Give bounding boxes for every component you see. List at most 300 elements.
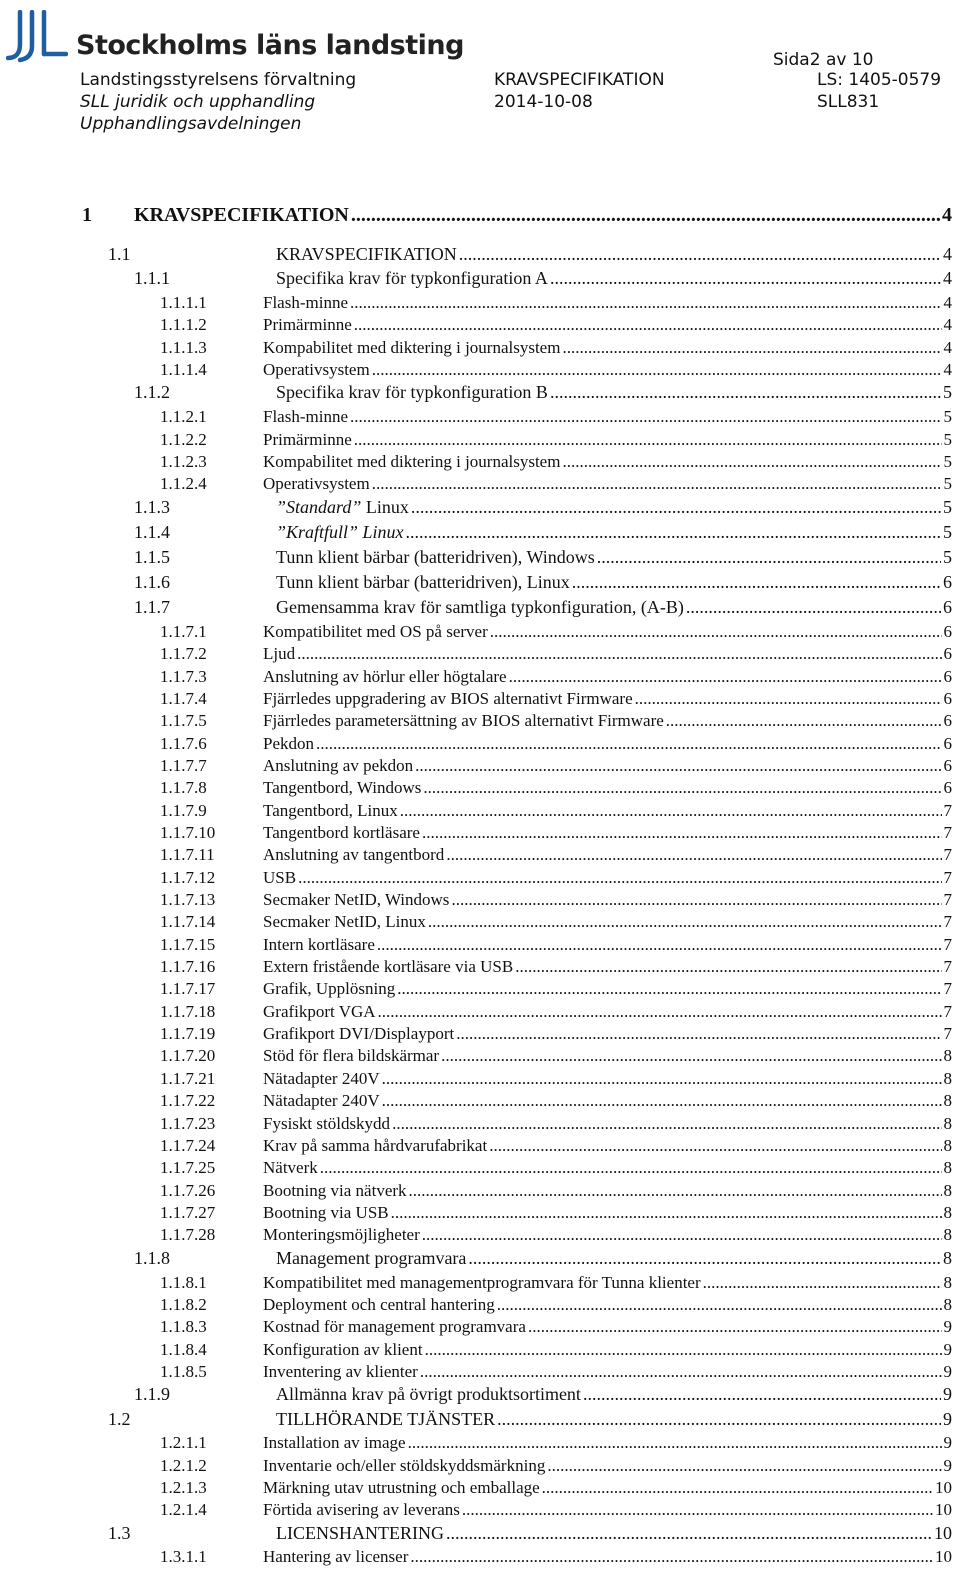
toc-entry-title: Operativsystem: [263, 474, 370, 494]
toc-entry-number: 1.1.3: [134, 496, 170, 517]
toc-entry[interactable]: [0, 1317, 952, 1339]
toc-entry-page: 7: [943, 890, 952, 909]
toc-leader-dots: [350, 407, 942, 427]
document-date: 2014-10-08: [494, 92, 593, 112]
toc-entry[interactable]: [0, 1547, 952, 1569]
toc-entry-title-rest: Linux: [361, 496, 409, 517]
toc-leader-dots: [446, 1523, 932, 1544]
toc-leader-dots: [397, 979, 941, 999]
toc-entry-number: 1.1.1.2: [160, 315, 207, 335]
toc-entry-page: 7: [943, 822, 952, 842]
toc-entry-page: 9: [943, 1409, 952, 1430]
toc-leader-dots: [425, 1340, 942, 1360]
toc-entry-title: Nätverk: [263, 1158, 318, 1178]
toc-entry[interactable]: [0, 572, 952, 594]
toc-entry[interactable]: [0, 1158, 952, 1180]
toc-entry-page: 7: [943, 1024, 952, 1044]
toc-entry-number: 1.1.8.5: [160, 1362, 207, 1381]
toc-entry-number: 1.1.8.2: [160, 1294, 207, 1314]
toc-entry-page: 9: [943, 1339, 952, 1359]
toc-entry[interactable]: [0, 823, 952, 845]
toc-entry-number: 1.2: [108, 1409, 131, 1430]
toc-leader-dots: [316, 734, 942, 754]
toc-leader-dots: [597, 547, 941, 568]
toc-entry-title: Grafik, Upplösning: [263, 979, 396, 999]
toc-leader-dots: [408, 1433, 942, 1453]
toc-entry-page: 9: [943, 1317, 952, 1337]
toc-entry-number: 1.1.7.5: [160, 711, 207, 731]
toc-leader-dots: [583, 1384, 941, 1405]
toc-entry-title: Kompabilitet med diktering i journalsystem: [263, 337, 561, 357]
toc-entry-page: 4: [943, 268, 952, 288]
toc-leader-dots: [422, 823, 942, 843]
toc-entry[interactable]: [0, 315, 952, 337]
toc-leader-dots: [542, 1478, 933, 1498]
org-line-2: SLL juridik och upphandling: [80, 92, 316, 112]
toc-leader-dots: [686, 597, 941, 618]
toc-leader-dots: [391, 1203, 942, 1223]
toc-leader-dots: [372, 360, 942, 380]
toc-entry-title: Anslutning av hörlur eller högtalare: [263, 666, 507, 686]
toc-entry-number: 1.1.2.4: [160, 474, 207, 494]
toc-entry-page: 7: [943, 800, 952, 820]
toc-entry-number: 1.1.7.20: [160, 1046, 216, 1066]
toc-entry-number: 1.1.2.1: [160, 407, 207, 427]
toc-entry-page: 7: [943, 867, 952, 887]
toc-leader-dots: [515, 957, 941, 977]
toc-leader-dots: [378, 1002, 942, 1022]
toc-entry-number: 1.1.8.1: [160, 1272, 207, 1292]
toc-entry-number: 1.1.2.3: [160, 452, 207, 472]
toc-entry-page: 8: [943, 1272, 952, 1292]
toc-leader-dots: [423, 778, 941, 798]
toc-entry[interactable]: [0, 644, 952, 666]
toc-entry[interactable]: [0, 1478, 952, 1500]
toc-entry-title: Gemensamma krav för samtliga typkonfiguration, (A-B): [276, 596, 684, 617]
toc-entry-number: 1.1.7.26: [160, 1180, 216, 1200]
toc-entry-page: 6: [943, 644, 952, 664]
case-number: LS: 1405-0579: [817, 70, 942, 90]
toc-entry-page: 6: [943, 621, 952, 641]
toc-entry[interactable]: [0, 1203, 952, 1225]
toc-entry-title: Kompabilitet med diktering i journalsystem: [263, 452, 561, 472]
toc-entry-title: Monteringsmöjligheter: [263, 1225, 420, 1245]
toc-leader-dots: [297, 644, 941, 664]
toc-entry-page: 7: [943, 934, 952, 954]
toc-entry[interactable]: [0, 338, 952, 360]
toc-entry-number: 1.1.2.2: [160, 429, 207, 449]
toc-entry-title: [276, 497, 409, 518]
toc-entry-title: Tunn klient bärbar (batteridriven), Windows: [276, 546, 595, 567]
toc-leader-dots: [462, 1500, 933, 1520]
toc-entry-page: 6: [943, 755, 952, 775]
toc-entry[interactable]: [0, 1500, 952, 1522]
toc-entry[interactable]: [0, 957, 952, 979]
toc-entry-number: 1.1.8.4: [160, 1339, 207, 1359]
toc-entry-title: Fjärrledes parametersättning av BIOS alternativt Firmware: [263, 711, 664, 731]
toc-entry[interactable]: [0, 1523, 952, 1545]
toc-leader-dots: [377, 935, 942, 955]
toc-entry-page: 7: [943, 1001, 952, 1021]
toc-entry-title: Märkning utav utrustning och emballage: [263, 1478, 540, 1498]
toc-entry-page: 7: [943, 979, 952, 999]
toc-entry-number: 1.1.7.16: [160, 957, 216, 977]
toc-entry-page: 8: [943, 1202, 952, 1222]
toc-entry-title: Primärminne: [263, 429, 352, 449]
toc-entry-title: Kompatibilitet med managementprogramvara för Tunna klienter: [263, 1272, 701, 1292]
toc-leader-dots: [372, 474, 942, 494]
toc-entry-title: Konfiguration av klient: [263, 1339, 423, 1359]
toc-entry-number: 1.1.1.4: [160, 360, 207, 380]
toc-entry[interactable]: [0, 360, 952, 382]
toc-entry-page: 6: [943, 666, 952, 686]
toc-entry[interactable]: [0, 801, 952, 823]
toc-entry[interactable]: [0, 293, 952, 315]
toc-entry[interactable]: [0, 1248, 952, 1270]
toc-entry-number: 1.1.7.9: [160, 800, 207, 820]
toc-entry-title: Tangentbord, Linux: [263, 800, 398, 820]
toc-entry[interactable]: [0, 407, 952, 429]
toc-entry[interactable]: [0, 1362, 952, 1384]
toc-entry-page: 7: [943, 957, 952, 977]
toc-entry-title: Nätadapter 240V: [263, 1091, 380, 1111]
toc-entry-number: 1.1.6: [134, 571, 170, 592]
toc-entry[interactable]: [0, 244, 952, 266]
toc-entry[interactable]: [0, 1433, 952, 1455]
toc-entry-number: 1.1.5: [134, 546, 170, 567]
toc-entry-title: Fysiskt stöldskydd: [263, 1113, 391, 1133]
toc-entry-title: Hantering av licenser: [263, 1546, 409, 1566]
toc-entry[interactable]: [0, 778, 952, 800]
toc-entry-page: 8: [943, 1068, 952, 1088]
toc-entry-page: 6: [943, 778, 952, 798]
toc-entry-number: 1.1.7.25: [160, 1158, 216, 1178]
toc-leader-dots: [451, 890, 941, 910]
toc-entry-number: 1.1.7.14: [160, 912, 216, 932]
toc-entry-number: 1.1.7.28: [160, 1225, 216, 1245]
toc-entry[interactable]: [0, 1136, 952, 1158]
toc-entry-title: Kompatibilitet med OS på server: [263, 621, 488, 641]
toc-entry[interactable]: [0, 890, 952, 912]
toc-entry[interactable]: [0, 1225, 952, 1247]
toc-leader-dots: [468, 1248, 941, 1269]
toc-entry-title: Deployment och central hantering: [263, 1294, 495, 1314]
toc-entry-page: 8: [943, 1158, 952, 1178]
toc-leader-dots: [509, 667, 942, 687]
toc-entry-title: Grafikport DVI/Displayport: [263, 1024, 455, 1044]
toc-entry-page: 10: [935, 1546, 952, 1566]
reference-code: SLL831: [817, 92, 880, 112]
toc-entry-page: 4: [943, 360, 952, 380]
toc-entry-page: 5: [943, 496, 952, 517]
toc-leader-dots: [298, 868, 941, 888]
toc-entry-number: 1.1.7.7: [160, 755, 207, 775]
toc-entry-page: 5: [943, 429, 952, 449]
toc-leader-dots: [441, 1046, 941, 1066]
toc-entry-title: Fjärrledes uppgradering av BIOS alternativt Firmware: [263, 688, 633, 708]
toc-leader-dots: [382, 1069, 942, 1089]
toc-entry-page: 9: [943, 1433, 952, 1453]
toc-entry-title: Grafikport VGA: [263, 1001, 376, 1021]
toc-entry[interactable]: [0, 268, 952, 290]
toc-entry-number: 1.1.7.22: [160, 1091, 216, 1111]
toc-entry[interactable]: [0, 497, 952, 519]
toc-entry[interactable]: [0, 1384, 952, 1406]
toc-entry-page: 10: [934, 1522, 952, 1543]
toc-entry-title: KRAVSPECIFIKATION: [276, 244, 457, 264]
toc-entry[interactable]: [0, 1046, 952, 1068]
toc-entry-page: 4: [942, 204, 952, 226]
toc-entry-title: Bootning via nätverk: [263, 1180, 407, 1200]
toc-entry[interactable]: [0, 1091, 952, 1113]
toc-leader-dots: [400, 801, 942, 821]
toc-entry[interactable]: [0, 547, 952, 569]
toc-entry[interactable]: [0, 1024, 952, 1046]
toc-leader-dots: [635, 689, 942, 709]
toc-entry-page: 9: [943, 1362, 952, 1381]
toc-entry-page: 6: [943, 733, 952, 753]
toc-leader-dots: [528, 1317, 942, 1337]
toc-entry-page: 8: [943, 1046, 952, 1066]
toc-leader-dots: [410, 1547, 933, 1567]
toc-entry-page: 7: [943, 845, 952, 865]
toc-entry-page: 8: [943, 1247, 952, 1268]
sll-logo-icon: [6, 10, 68, 64]
toc-entry-number: 1.2.1.2: [160, 1455, 207, 1475]
toc-entry-title: Management programvara: [276, 1247, 467, 1268]
toc-entry-page: 8: [943, 1294, 952, 1314]
toc-leader-dots: [411, 497, 941, 518]
toc-entry-page: 6: [943, 711, 952, 731]
organization-logo-text: Stockholms läns landsting: [76, 30, 464, 61]
toc-entry-title: Primärminne: [263, 315, 352, 335]
toc-entry-page: 4: [943, 244, 952, 264]
toc-leader-dots: [415, 756, 941, 776]
toc-entry-page: 6: [943, 596, 952, 617]
toc-entry-number: 1.2.1.3: [160, 1478, 207, 1498]
toc-entry-number: 1.1.7.6: [160, 733, 207, 753]
toc-entry-page: 8: [943, 1225, 952, 1245]
toc-entry-number: 1.1: [108, 244, 131, 264]
toc-leader-dots: [562, 338, 941, 358]
toc-entry-title: Pekdon: [263, 733, 314, 753]
toc-entry-title: Flash-minne: [263, 293, 348, 312]
toc-leader-dots: [497, 1295, 942, 1315]
toc-leader-dots: [392, 1114, 941, 1134]
toc-entry-page: 9: [943, 1455, 952, 1475]
toc-entry-number: 1.1.7.1: [160, 621, 207, 641]
toc-entry-page: 6: [943, 571, 952, 592]
toc-entry[interactable]: [0, 912, 952, 934]
toc-entry[interactable]: [0, 734, 952, 756]
toc-entry-number: 1.3: [108, 1522, 131, 1543]
toc-entry-number: 1.1.7.18: [160, 1001, 216, 1021]
toc-leader-dots: [354, 430, 942, 450]
toc-entry[interactable]: [0, 1273, 952, 1295]
toc-entry-number: 1.1.7.13: [160, 890, 216, 909]
toc-entry-page: 10: [935, 1478, 952, 1498]
toc-leader-dots: [428, 912, 942, 932]
toc-entry-number: 1.1.7.11: [160, 845, 215, 865]
toc-entry-title: LICENSHANTERING: [276, 1522, 444, 1543]
toc-leader-dots: [550, 268, 941, 289]
toc-leader-dots: [351, 204, 940, 227]
toc-entry-number: 1.1.7: [134, 596, 170, 617]
toc-entry-title: Anslutning av tangentbord: [263, 845, 445, 865]
toc-entry[interactable]: [0, 1295, 952, 1317]
page-header: [0, 0, 960, 150]
toc-entry-number: 1.1.7.8: [160, 778, 207, 798]
toc-entry-number: 1.1.4: [134, 521, 170, 542]
org-line-1: Landstingsstyrelsens förvaltning: [80, 70, 357, 90]
toc-entry-number: 1.1.8.3: [160, 1317, 207, 1337]
toc-entry[interactable]: [0, 1181, 952, 1203]
toc-entry-page: 9: [943, 1384, 952, 1405]
toc-entry-page: 4: [943, 315, 952, 335]
toc-entry-title: Kostnad för management programvara: [263, 1317, 526, 1337]
toc-entry[interactable]: [0, 474, 952, 496]
toc-leader-dots: [497, 1409, 941, 1430]
page-indicator: Sida2 av 10: [773, 50, 874, 70]
toc-leader-dots: [320, 1158, 942, 1178]
toc-entry-title: Installation av image: [263, 1433, 406, 1453]
toc-entry-number: 1.1.7.17: [160, 979, 216, 999]
toc-entry[interactable]: [0, 868, 952, 890]
toc-leader-dots: [382, 1091, 942, 1111]
toc-entry-page: 5: [943, 407, 952, 427]
toc-entry-page: 10: [935, 1500, 952, 1520]
toc-entry-title: TILLHÖRANDE TJÄNSTER: [276, 1409, 496, 1430]
toc-entry-title: KRAVSPECIFIKATION: [134, 204, 349, 226]
document-type: KRAVSPECIFIKATION: [494, 70, 665, 90]
toc-leader-dots: [547, 1456, 941, 1476]
toc-entry[interactable]: [0, 689, 952, 711]
toc-entry[interactable]: [0, 1002, 952, 1024]
toc-entry-page: 5: [943, 452, 952, 472]
toc-entry[interactable]: [0, 622, 952, 644]
toc-entry-title: Allmänna krav på övrigt produktsortiment: [276, 1384, 581, 1405]
toc-entry[interactable]: [0, 1409, 952, 1431]
toc-entry-title: Intern kortläsare: [263, 934, 375, 954]
toc-entry-page: 8: [943, 1091, 952, 1111]
toc-leader-dots: [456, 1024, 941, 1044]
toc-entry[interactable]: [0, 711, 952, 733]
toc-entry[interactable]: [0, 204, 952, 226]
toc-entry-title: Bootning via USB: [263, 1202, 389, 1222]
toc-entry-page: 7: [943, 912, 952, 932]
toc-entry[interactable]: [0, 597, 952, 619]
toc-entry-title: ”Kraftfull” Linux: [276, 521, 404, 542]
toc-entry-title: Specifika krav för typkonfiguration B: [276, 382, 548, 403]
toc-entry-page: 8: [943, 1180, 952, 1200]
toc-entry-title: Nätadapter 240V: [263, 1068, 380, 1088]
toc-leader-dots: [409, 1181, 942, 1201]
toc-leader-dots: [703, 1273, 942, 1293]
toc-leader-dots: [459, 244, 941, 265]
toc-leader-dots: [354, 315, 942, 335]
toc-entry-number: 1.1.7.10: [160, 822, 216, 842]
toc-entry-page: 8: [943, 1113, 952, 1133]
toc-entry-title: Secmaker NetID, Linux: [263, 912, 426, 932]
toc-leader-dots: [489, 1136, 941, 1156]
toc-entry-number: 1.1.7.23: [160, 1113, 216, 1133]
toc-entry-number: 1.1.1.3: [160, 337, 207, 357]
toc-entry-page: 4: [943, 293, 952, 312]
toc-entry-title: USB: [263, 867, 297, 887]
toc-leader-dots: [422, 1225, 942, 1245]
toc-entry[interactable]: [0, 845, 952, 867]
toc-leader-dots: [350, 293, 942, 313]
toc-entry-number: 1.1.8: [134, 1247, 170, 1268]
toc-entry[interactable]: [0, 667, 952, 689]
toc-entry-number: 1.3.1.1: [160, 1546, 207, 1566]
toc-leader-dots: [490, 622, 942, 642]
toc-entry-page: 5: [943, 382, 952, 403]
toc-entry-number: 1.1.1: [134, 268, 170, 288]
toc-entry-page: 8: [943, 1135, 952, 1155]
toc-entry-number: 1.1.7.24: [160, 1135, 216, 1155]
toc-entry-title: Förtida avisering av leverans: [263, 1500, 460, 1520]
toc-entry[interactable]: [0, 1340, 952, 1362]
toc-leader-dots: [446, 845, 941, 865]
toc-entry-page: 5: [943, 474, 952, 494]
toc-entry-number: 1.1.7.2: [160, 644, 207, 664]
toc-entry-title: Extern fristående kortläsare via USB: [263, 957, 514, 977]
toc-entry-title: Krav på samma hårdvarufabrikat: [263, 1135, 488, 1155]
toc-entry[interactable]: [0, 430, 952, 452]
toc-leader-dots: [666, 711, 942, 731]
toc-entry[interactable]: [0, 979, 952, 1001]
toc-leader-dots: [562, 452, 941, 472]
toc-entry-title: Secmaker NetID, Windows: [263, 890, 450, 909]
toc-entry-number: 1.1.7.27: [160, 1202, 216, 1222]
toc-entry-number: 1.1.7.3: [160, 666, 207, 686]
toc-entry-title: Ljud: [263, 644, 296, 664]
toc-entry-number: 1.1.7.4: [160, 688, 207, 708]
toc-entry-page: 6: [943, 688, 952, 708]
toc-entry-title: Inventering av klienter: [263, 1362, 418, 1381]
toc-entry-number: 1.1.2: [134, 382, 170, 403]
toc-entry[interactable]: [0, 382, 952, 404]
toc-entry-number: 1.1.7.15: [160, 934, 216, 954]
toc-entry-title: Tangentbord kortläsare: [263, 822, 420, 842]
toc-entry-title: Inventarie och/eller stöldskyddsmärkning: [263, 1455, 546, 1475]
toc-entry-title: Tangentbord, Windows: [263, 778, 422, 798]
toc-entry[interactable]: [0, 1456, 952, 1478]
toc-entry-title: Tunn klient bärbar (batteridriven), Linux: [276, 571, 570, 592]
toc-entry[interactable]: [0, 1069, 952, 1091]
toc-leader-dots: [406, 522, 941, 543]
toc-entry[interactable]: [0, 452, 952, 474]
toc-entry-title: Operativsystem: [263, 360, 370, 380]
toc-entry[interactable]: [0, 522, 952, 544]
toc-leader-dots: [550, 382, 941, 403]
toc-entry-title: Anslutning av pekdon: [263, 755, 414, 775]
toc-entry-number: 1.2.1.4: [160, 1500, 207, 1520]
toc-entry-number: 1.1.1.1: [160, 293, 207, 312]
toc-entry[interactable]: [0, 756, 952, 778]
toc-entry[interactable]: [0, 1114, 952, 1136]
toc-entry[interactable]: [0, 935, 952, 957]
toc-entry-title: Specifika krav för typkonfiguration A: [276, 268, 548, 288]
toc-entry-title: Flash-minne: [263, 407, 348, 427]
toc-entry-title-italic: ”Standard”: [276, 496, 362, 517]
toc-entry-title: Stöd för flera bildskärmar: [263, 1046, 440, 1066]
toc-entry-number: 1.1.7.12: [160, 867, 216, 887]
toc-entry-number: 1.1.7.19: [160, 1024, 216, 1044]
org-line-3: Upphandlingsavdelningen: [80, 114, 302, 134]
toc-leader-dots: [420, 1362, 942, 1382]
